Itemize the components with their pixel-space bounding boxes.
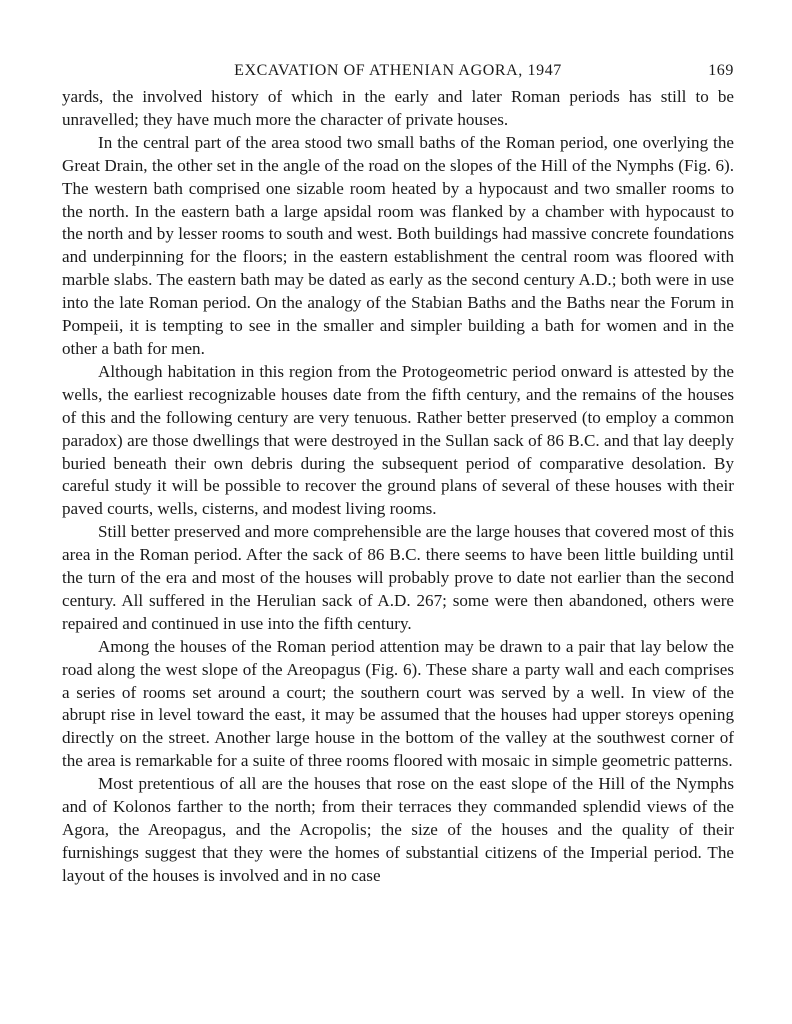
body-text xyxy=(62,86,734,888)
paragraph-nymphs-hill-houses: Most pretentious of all are the houses that rose on the east slope of the Hill of the Nymphs and of Kolonos farther to the north; from their terraces they commanded splendid views of the Agora, the Areopagus, and the Acropolis; the size of the houses and the quality of their furnishings suggest that they were the homes of substantial citizens of the Imperial period. The layout of the houses is involved and in no case xyxy=(62,774,734,885)
paragraph-continuation: yards, the involved history of which in the early and later Roman periods has still to be unravelled; they have much more the character of private houses. xyxy=(62,87,734,129)
paragraph-roman-baths: In the central part of the area stood two small baths of the Roman period, one overlying the Great Drain, the other set in the angle of the road on the slopes of the Hill of the Nymphs (Fig. 6). The western bath comprised one sizable room heated by a hypocaust and two smaller rooms to the north. In the eastern bath a large apsidal room was flanked by a chamber with hypocaust to the north and by lesser rooms to south and west. Both buildings had massive concrete foundations and underpinning for the floors; in the eastern establishment the central room was floored with marble slabs. The eastern bath may be dated as early as the second century A.D.; both were in use into the late Roman period. On the analogy of the Stabian Baths and the Baths near the Forum in Pompeii, it is tempting to see in the smaller and simpler building a bath for women and in the other a bath for men. xyxy=(62,132,734,358)
page xyxy=(62,56,734,888)
paragraph-roman-houses: Still better preserved and more comprehensible are the large houses that covered most of this area in the Roman period. After the sack of 86 B.C. there seems to have been little building until the turn of the era and most of the houses will probably prove to date not earlier than the second century. All suffered in the Herulian sack of A.D. 267; some were then abandoned, others were repaired and continued in use into the fifth century. xyxy=(62,522,734,633)
running-title: EXCAVATION OF ATHENIAN AGORA, 1947 xyxy=(234,62,562,79)
paragraph-areopagus-houses: Among the houses of the Roman period attention may be drawn to a pair that lay below the road along the west slope of the Areopagus (Fig. 6). These share a party wall and each comprises a series of rooms set around a court; the southern court was served by a well. In view of the abrupt rise in level toward the east, it may be assumed that the houses had upper storeys opening directly on the street. Another large house in the bottom of the valley at the southwest corner of the area is remarkable for a suite of three rooms floored with mosaic in simple geometric patterns. xyxy=(62,636,734,771)
running-head xyxy=(62,56,734,86)
paragraph-early-houses: Although habitation in this region from the Protogeometric period onward is attested by the wells, the earliest recognizable houses date from the fifth century, and the remains of the houses of this and the following century are very tenuous. Rather better preserved (to employ a common paradox) are those dwellings that were destroyed in the Sullan sack of 86 B.C. and that lay deeply buried beneath their own debris during the subsequent period of comparative desolation. By careful study it will be possible to recover the ground plans of several of these houses with their paved courts, wells, cisterns, and modest living rooms. xyxy=(62,361,734,519)
page-number: 169 xyxy=(708,62,734,79)
